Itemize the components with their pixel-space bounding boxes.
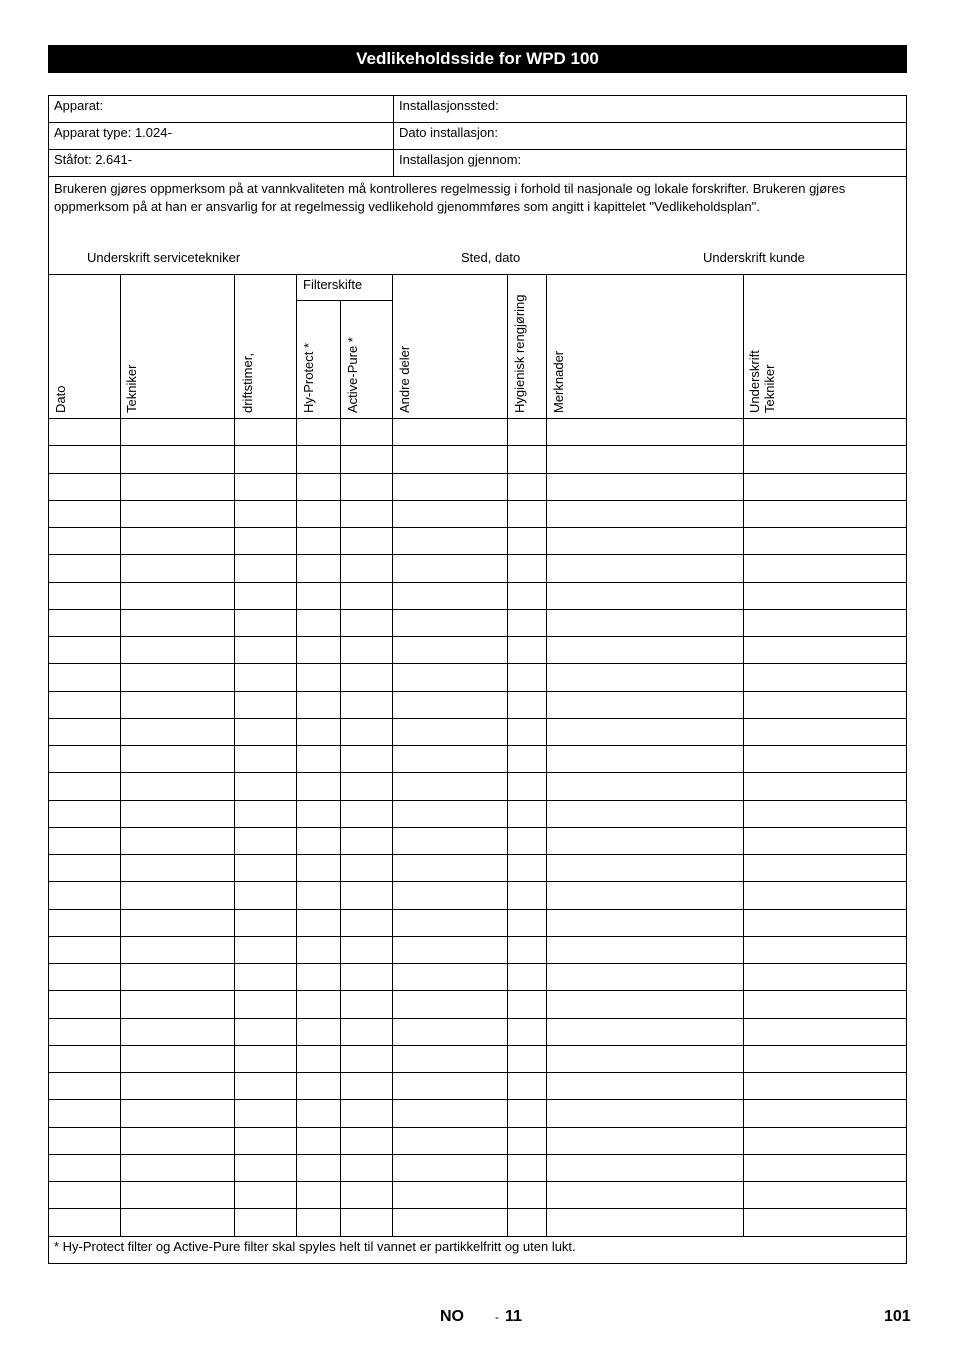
grid-line	[48, 122, 907, 123]
table-row-line	[48, 1045, 907, 1046]
table-row-line	[48, 990, 907, 991]
header-underskrift	[747, 350, 777, 413]
table-row-line	[48, 554, 907, 555]
form-border	[48, 95, 49, 1264]
header-dato: Dato	[53, 385, 68, 413]
table-row-line	[48, 691, 907, 692]
table-row-line	[48, 418, 907, 419]
grid-line	[48, 176, 907, 177]
table-row-line	[48, 445, 907, 446]
footer-dash: -	[495, 1310, 499, 1324]
table-row-line	[48, 718, 907, 719]
table-row-line	[48, 745, 907, 746]
table-row-line	[48, 963, 907, 964]
form-border	[48, 1263, 907, 1264]
table-row-line	[48, 772, 907, 773]
table-row-line	[48, 1236, 907, 1237]
signature-service-label: Underskrift servicetekniker	[87, 250, 241, 265]
table-row-line	[48, 1099, 907, 1100]
table-row-line	[48, 1208, 907, 1209]
signature-place-date-label: Sted, dato	[461, 250, 521, 265]
table-row-line	[48, 500, 907, 501]
stafot-label: Ståfot: 2.641-	[54, 152, 133, 167]
grid-line	[48, 149, 907, 150]
page-title: Vedlikeholdsside for WPD 100	[48, 45, 907, 73]
footer-language: NO	[440, 1308, 464, 1325]
header-hy-protect: Hy-Protect *	[301, 342, 316, 413]
header-andre-deler: Andre deler	[397, 345, 412, 413]
header-tekniker: Tekniker	[124, 364, 139, 413]
header-underskrift-line2: Tekniker	[762, 364, 777, 413]
filterskifte-divider	[296, 300, 393, 301]
table-row-line	[48, 663, 907, 664]
table-row-line	[48, 1018, 907, 1019]
table-row-line	[48, 582, 907, 583]
header-merknader: Merknader	[551, 350, 566, 413]
table-row-line	[48, 800, 907, 801]
table-row-line	[48, 609, 907, 610]
dato-installasjon-label: Dato installasjon:	[399, 125, 498, 140]
form-border	[906, 95, 907, 1264]
footer-page-number: 101	[884, 1308, 911, 1325]
grid-line	[393, 95, 394, 177]
table-row-line	[48, 827, 907, 828]
header-driftstimer: driftstimer,	[240, 353, 255, 413]
table-row-line	[48, 527, 907, 528]
notice-text: Brukeren gjøres oppmerksom på at vannkvaliteten må kontrolleres regelmessig i forhold til nasjonale og lokale forskrifter. Brukeren gjøres oppmerksom på at han er ansvarlig for at regelmessig vedlikehold gjenommføres som angitt i kapittelet "Vedlikeholdsplan".	[54, 181, 846, 214]
header-underskrift-line1: Underskrift	[747, 350, 762, 413]
grid-line	[340, 300, 341, 1237]
header-hygienisk: Hygienisk rengjøring	[512, 294, 527, 413]
table-row-line	[48, 636, 907, 637]
table-row-line	[48, 1072, 907, 1073]
signature-customer-label: Underskrift kunde	[703, 250, 805, 265]
header-active-pure: Active-Pure *	[345, 337, 360, 413]
header-filterskifte: Filterskifte	[303, 277, 363, 292]
table-row-line	[48, 1181, 907, 1182]
footer-section-page: 11	[505, 1308, 522, 1325]
installasjonssted-label: Installasjonssted:	[399, 98, 499, 113]
table-row-line	[48, 909, 907, 910]
installasjon-gjennom-label: Installasjon gjennom:	[399, 152, 522, 167]
table-row-line	[48, 1154, 907, 1155]
apparat-type-label: Apparat type: 1.024-	[54, 125, 172, 140]
apparat-label: Apparat:	[54, 98, 104, 113]
table-row-line	[48, 881, 907, 882]
footnote-text: * Hy-Protect filter og Active-Pure filter skal spyles helt til vannet er partikkelfritt og uten lukt.	[54, 1239, 576, 1254]
grid-line	[48, 274, 907, 275]
table-row-line	[48, 1127, 907, 1128]
table-row-line	[48, 936, 907, 937]
table-row-line	[48, 854, 907, 855]
table-row-line	[48, 473, 907, 474]
form-border	[48, 95, 907, 96]
